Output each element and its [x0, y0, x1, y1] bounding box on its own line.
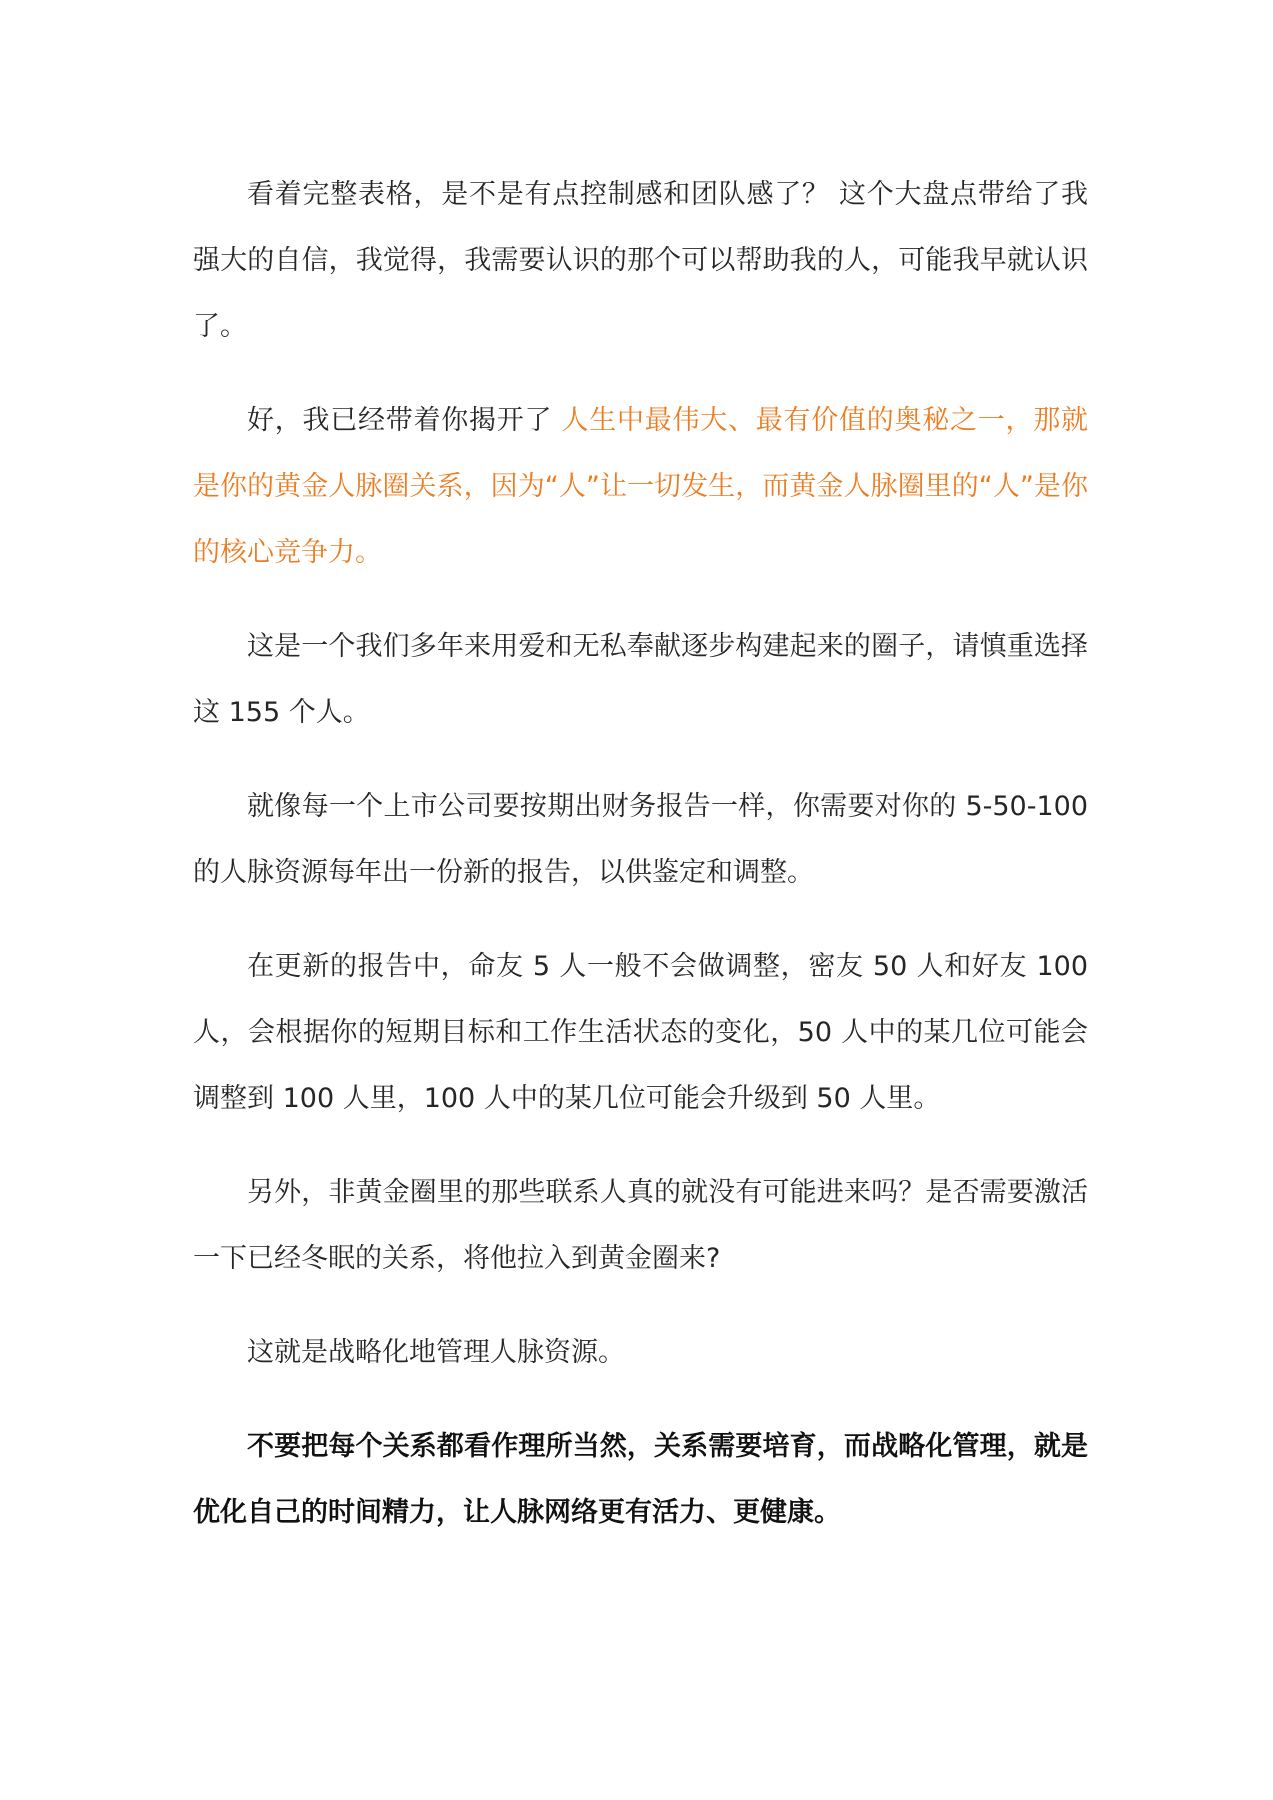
bold-text: 不要把每个关系都看作理所当然，关系需要培育，而战略化管理，就是优化自己的时间精力，让人脉网络更有活力、更健康。: [193, 1431, 1088, 1528]
paragraph-dormant-relations: [193, 1160, 1088, 1292]
paragraph-text: 另外，非黄金圈里的那些联系人真的就没有可能进来吗？是否需要激活一下已经冬眠的关系，将他拉入到黄金圈来?: [193, 1177, 1088, 1274]
paragraph-report-update: [193, 934, 1088, 1132]
paragraph-text: 好，我已经带着你揭开了: [247, 405, 562, 436]
paragraph-choose-155: [193, 614, 1088, 746]
paragraph-annual-report: [193, 774, 1088, 906]
paragraph-text: 看着完整表格，是不是有点控制感和团队感了？ 这个大盘点带给了我强大的自信，我觉得，我需要认识的那个可以帮助我的人，可能我早就认识了。: [193, 179, 1088, 342]
document-body: [193, 162, 1088, 1574]
paragraph-golden-circle: [193, 388, 1088, 586]
highlighted-text: 人生中最伟大、最有价值的奥秘之一，那就是你的黄金人脉圈关系，因为“人”让一切发生，而黄金人脉圈里的“人”是你的核心竞争力。: [193, 405, 1088, 568]
paragraph-strategic-management: [193, 1320, 1088, 1386]
paragraph-text: 这就是战略化地管理人脉资源。: [247, 1337, 625, 1368]
paragraph-table-reflection: [193, 162, 1088, 360]
paragraph-text: 在更新的报告中，命友 5 人一般不会做调整，密友 50 人和好友 100 人，会根据你的短期目标和工作生活状态的变化，50 人中的某几位可能会调整到 100 人里，100 人中的某几位可能会升级到 50 人里。: [193, 951, 1088, 1114]
paragraph-bold-conclusion: [193, 1414, 1088, 1546]
paragraph-text: 就像每一个上市公司要按期出财务报告一样，你需要对你的 5-50-100 的人脉资源每年出一份新的报告，以供鉴定和调整。: [193, 791, 1088, 888]
paragraph-text: 这是一个我们多年来用爱和无私奉献逐步构建起来的圈子，请慎重选择这 155 个人。: [193, 631, 1088, 728]
